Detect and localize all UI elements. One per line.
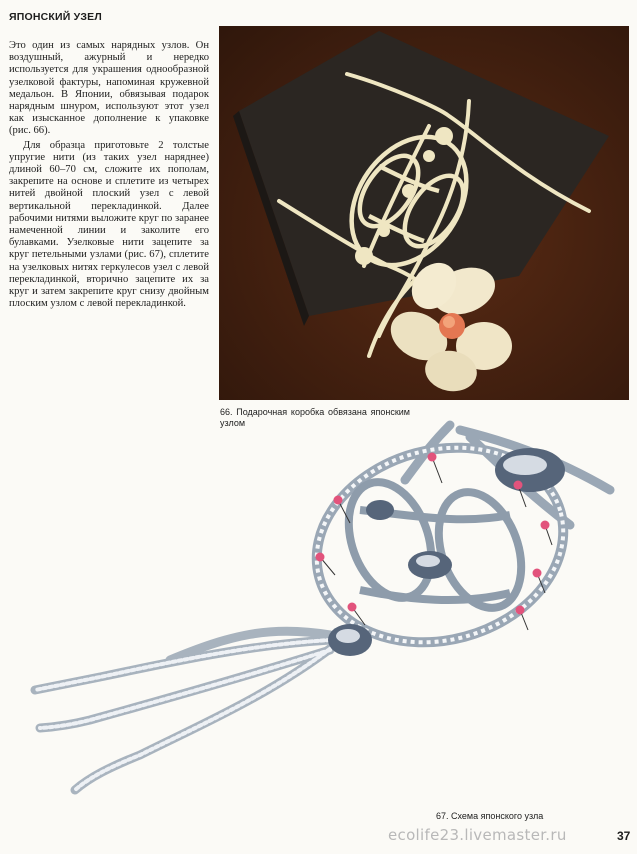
knot-scheme-illustration <box>30 415 630 810</box>
figure-66-photo <box>219 26 629 400</box>
watermark-text: ecolife23.livemaster.ru <box>388 826 567 844</box>
paragraph-instructions: Для образца приготовьте 2 толстые упругие нити (из таких узел наряднее) длиной 60–70 см, сложите их пополам, закрепите на основе и сплетите из четырех нитей двойной плоский узел с левой вертикальной перекладинкой. Далее рабочими нитями выложите круг по заранее намеченной линии и заколите его булавками. Узелковые нити зацепите за круг петельными узлами (рис. 67), сплетите на узелковых нитях геркулесов узел с левой перекладинкой, вторично зацепите их за круг и затем закрепите круг снизу двойным плоским узлом с левой перекладинкой. <box>9 139 209 310</box>
page-number: 37 <box>617 829 631 843</box>
gift-box-illustration <box>219 26 629 400</box>
figure-67-diagram <box>30 415 630 810</box>
article-text <box>9 40 209 312</box>
figure-66-caption: 66. Подарочная коробка обвязана японским узлом <box>220 407 410 428</box>
figure-67-caption: 67. Схема японского узла <box>436 811 544 821</box>
section-heading: ЯПОНСКИЙ УЗЕЛ <box>9 11 102 23</box>
inner-loops <box>334 471 536 620</box>
trailing-cords <box>35 631 335 790</box>
paragraph-intro: Это один из самых нарядных узлов. Он воздушный, ажурный и нередко используется для украшения однообразной узелковой фактуры, напоминая кружевной медальон. В Японии, обвязывая подарок нарядным шнуром, используют этот узел как изысканное дополнение к упаковке (рис. 66). <box>9 40 209 137</box>
